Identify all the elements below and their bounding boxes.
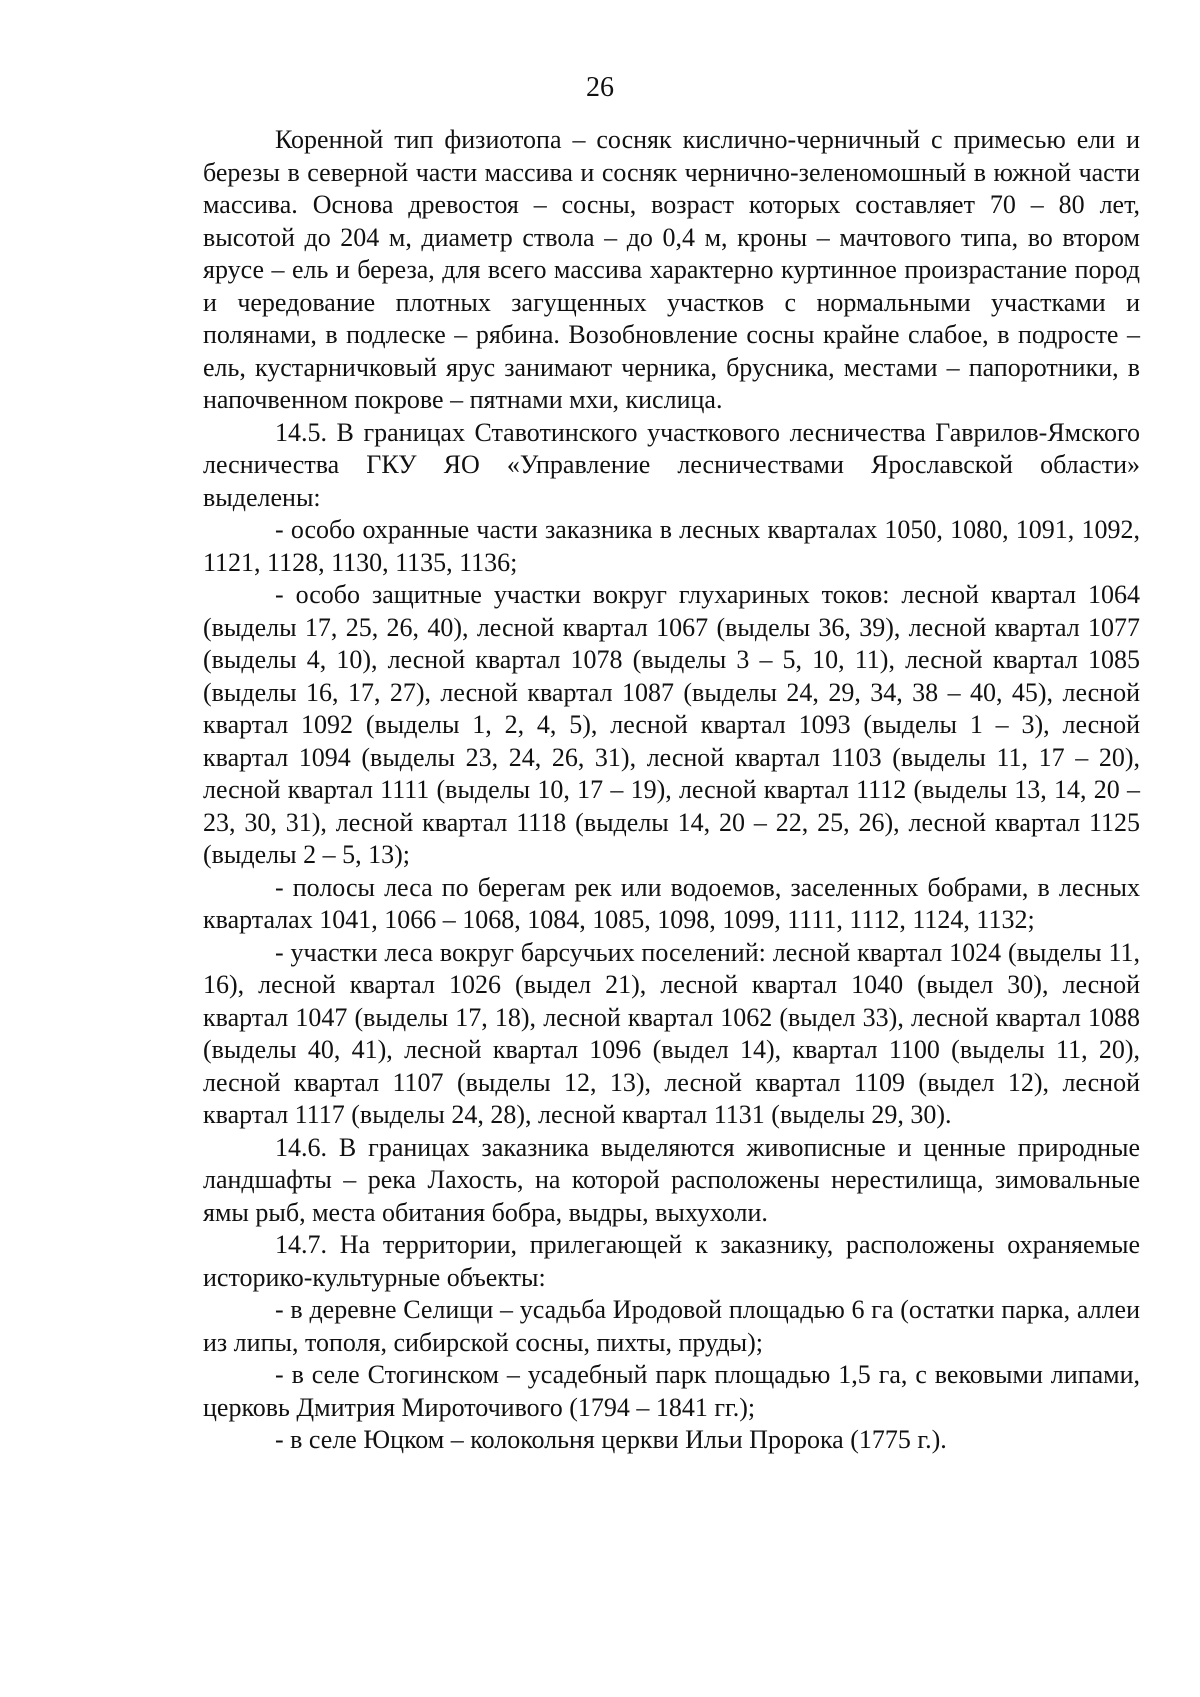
paragraph-14-6: 14.6. В границах заказника выделяются живописные и ценные природные ландшафты – река Лахость, на которой расположены нерестилища, зимовальные ямы рыб, места обитания бобра, выдры, выхухоли. [203,1132,1140,1227]
list-item-stoginskoe: - в селе Стогинском – усадебный парк площадью 1,5 га, с вековыми липами, церковь Дмитрия Мироточивого (1794 – 1841 гг.); [203,1360,1140,1422]
list-item-badger-settlements: - участки леса вокруг барсучьих поселений: лесной квартал 1024 (выделы 11, 16), лесной квартал 1026 (выдел 21), лесной квартал 1040 (выдел 30), лесной квартал 1047 (выделы 17, 18), лесной квартал 1062 (выдел 33), лесной квартал 1088 (выделы 40, 41), лесной квартал 1096 (выдел 14), квартал 1100 (выделы 11, 20), лесной квартал 1107 (выделы 12, 13), лесной квартал 1109 (выдел 12), лесной квартал 1117 (выделы 24, 28), лесной квартал 1131 (выделы 29, 30). [203,937,1140,1129]
list-item-yutskoe: - в селе Юцком – колокольня церкви Ильи Пророка (1775 г.). [275,1425,947,1454]
page-number: 26 [586,72,614,103]
list-item-selishchi: - в деревне Селищи – усадьба Иродовой площадью 6 га (остатки парка, аллеи из липы, тополя, сибирской сосны, пихты, пруды); [203,1295,1140,1357]
document-body [203,124,1140,1457]
list-item-beaver-strips: - полосы леса по берегам рек или водоемов, заселенных бобрами, в лесных кварталах 1041, 1066 – 1068, 1084, 1085, 1098, 1099, 1111, 1112, 1124, 1132; [203,872,1140,934]
paragraph-physiotope: Коренной тип физиотопа – сосняк кислично-черничный с примесью ели и березы в северной части массива и сосняк чернично-зеленомошный в южной части массива. Основа древостоя – сосны, возраст которых составляет 70 – 80 лет, высотой до 204 м, диаметр ствола – до 0,4 м, кроны – мачтового типа, во втором ярусе – ель и береза, для всего массива характерно куртинное произрастание пород и чередование плотных загущенных участков с нормальными участками и полянами, в подлеске – рябина. Возобновление сосны крайне слабое, в подросте – ель, кустарничковый ярус занимают черника, брусника, местами – папоротники, в напочвенном покрове – пятнами мхи, кислица. [203,125,1140,414]
paragraph-14-7: 14.7. На территории, прилегающей к заказнику, расположены охраняемые историко-культурные объекты: [203,1230,1140,1292]
list-item-capercaillie-leks: - особо защитные участки вокруг глухариных токов: лесной квартал 1064 (выделы 17, 25, 26, 40), лесной квартал 1067 (выделы 36, 39), лесной квартал 1077 (выделы 4, 10), лесной квартал 1078 (выделы 3 – 5, 10, 11), лесной квартал 1085 (выделы 16, 17, 27), лесной квартал 1087 (выделы 24, 29, 34, 38 – 40, 45), лесной квартал 1092 (выделы 1, 2, 4, 5), лесной квартал 1093 (выделы 1 – 3), лесной квартал 1094 (выделы 23, 24, 26, 31), лесной квартал 1103 (выделы 11, 17 – 20), лесной квартал 1111 (выделы 10, 17 – 19), лесной квартал 1112 (выделы 13, 14, 20 – 23, 30, 31), лесной квартал 1118 (выделы 14, 20 – 22, 25, 26), лесной квартал 1125 (выделы 2 – 5, 13); [203,580,1140,869]
paragraph-14-5: 14.5. В границах Ставотинского участкового лесничества Гаврилов-Ямского лесничества ГКУ ЯО «Управление лесничествами Ярославской области» выделены: [203,417,1140,512]
list-item-protected-parts: - особо охранные части заказника в лесных кварталах 1050, 1080, 1091, 1092, 1121, 1128, 1130, 1135, 1136; [203,515,1140,577]
